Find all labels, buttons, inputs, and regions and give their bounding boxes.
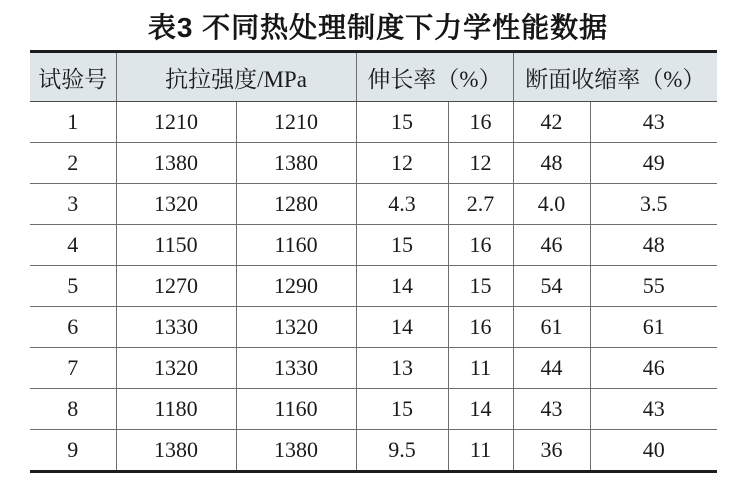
cell-reduction-1: 4.0 (513, 184, 590, 225)
cell-reduction-2: 46 (590, 348, 717, 389)
cell-test-no: 3 (30, 184, 116, 225)
cell-tensile-2: 1290 (236, 266, 356, 307)
cell-tensile-1: 1380 (116, 143, 236, 184)
table-row (30, 102, 717, 143)
cell-tensile-1: 1270 (116, 266, 236, 307)
cell-reduction-2: 43 (590, 389, 717, 430)
table-row (30, 225, 717, 266)
cell-elongation-1: 14 (356, 307, 448, 348)
header-tensile-strength: 抗拉强度/MPa (116, 52, 356, 102)
cell-elongation-1: 15 (356, 389, 448, 430)
cell-reduction-2: 48 (590, 225, 717, 266)
cell-elongation-1: 15 (356, 102, 448, 143)
cell-tensile-1: 1320 (116, 184, 236, 225)
cell-reduction-2: 43 (590, 102, 717, 143)
cell-test-no: 4 (30, 225, 116, 266)
cell-elongation-1: 14 (356, 266, 448, 307)
cell-tensile-2: 1160 (236, 389, 356, 430)
cell-elongation-2: 2.7 (448, 184, 513, 225)
cell-elongation-2: 14 (448, 389, 513, 430)
cell-elongation-1: 9.5 (356, 430, 448, 472)
cell-reduction-1: 44 (513, 348, 590, 389)
table-row (30, 430, 717, 472)
table-title: 表3 不同热处理制度下力学性能数据 (147, 12, 609, 43)
cell-reduction-1: 46 (513, 225, 590, 266)
header-test-no: 试验号 (30, 52, 116, 102)
cell-elongation-2: 15 (448, 266, 513, 307)
cell-tensile-2: 1330 (236, 348, 356, 389)
cell-tensile-1: 1320 (116, 348, 236, 389)
cell-elongation-1: 4.3 (356, 184, 448, 225)
cell-elongation-1: 15 (356, 225, 448, 266)
cell-tensile-1: 1380 (116, 430, 236, 472)
cell-reduction-1: 61 (513, 307, 590, 348)
cell-elongation-2: 16 (448, 225, 513, 266)
cell-elongation-2: 12 (448, 143, 513, 184)
cell-test-no: 1 (67, 109, 79, 134)
header-elongation: 伸长率（%） (356, 52, 513, 102)
cell-elongation-2: 16 (448, 102, 513, 143)
header-area-reduction: 断面收缩率（%） (513, 52, 717, 102)
cell-reduction-2: 40 (590, 430, 717, 472)
cell-reduction-2: 55 (590, 266, 717, 307)
cell-test-no: 5 (30, 266, 116, 307)
cell-tensile-2: 1380 (236, 430, 356, 472)
cell-tensile-2: 1380 (236, 143, 356, 184)
cell-elongation-2: 16 (448, 307, 513, 348)
cell-reduction-1: 42 (513, 102, 590, 143)
cell-elongation-2: 11 (448, 430, 513, 472)
cell-reduction-1: 48 (513, 143, 590, 184)
cell-tensile-1: 1210 (116, 102, 236, 143)
cell-test-no: 6 (30, 307, 116, 348)
table-row (30, 389, 717, 430)
cell-reduction-1: 54 (513, 266, 590, 307)
cell-reduction-2: 61 (590, 307, 717, 348)
table-row (30, 143, 717, 184)
cell-reduction-2: 3.5 (590, 184, 717, 225)
cell-tensile-2: 1320 (236, 307, 356, 348)
cell-elongation-1: 12 (356, 143, 448, 184)
cell-tensile-2: 1280 (236, 184, 356, 225)
cell-test-no: 7 (30, 348, 116, 389)
cell-tensile-1: 1180 (116, 389, 236, 430)
cell-tensile-2: 1210 (236, 102, 356, 143)
cell-elongation-2: 11 (448, 348, 513, 389)
header-row (30, 52, 717, 102)
cell-test-no: 2 (30, 143, 116, 184)
mechanical-properties-table (30, 50, 717, 473)
cell-tensile-1: 1150 (116, 225, 236, 266)
table-row (30, 266, 717, 307)
cell-reduction-1: 43 (513, 389, 590, 430)
cell-reduction-2: 49 (590, 143, 717, 184)
cell-tensile-2: 1160 (236, 225, 356, 266)
cell-test-no: 8 (30, 389, 116, 430)
cell-elongation-1: 13 (356, 348, 448, 389)
table-row (30, 348, 717, 389)
cell-tensile-1: 1330 (116, 307, 236, 348)
cell-test-no: 9 (30, 430, 116, 472)
table-row (30, 307, 717, 348)
table-row (30, 184, 717, 225)
cell-reduction-1: 36 (513, 430, 590, 472)
